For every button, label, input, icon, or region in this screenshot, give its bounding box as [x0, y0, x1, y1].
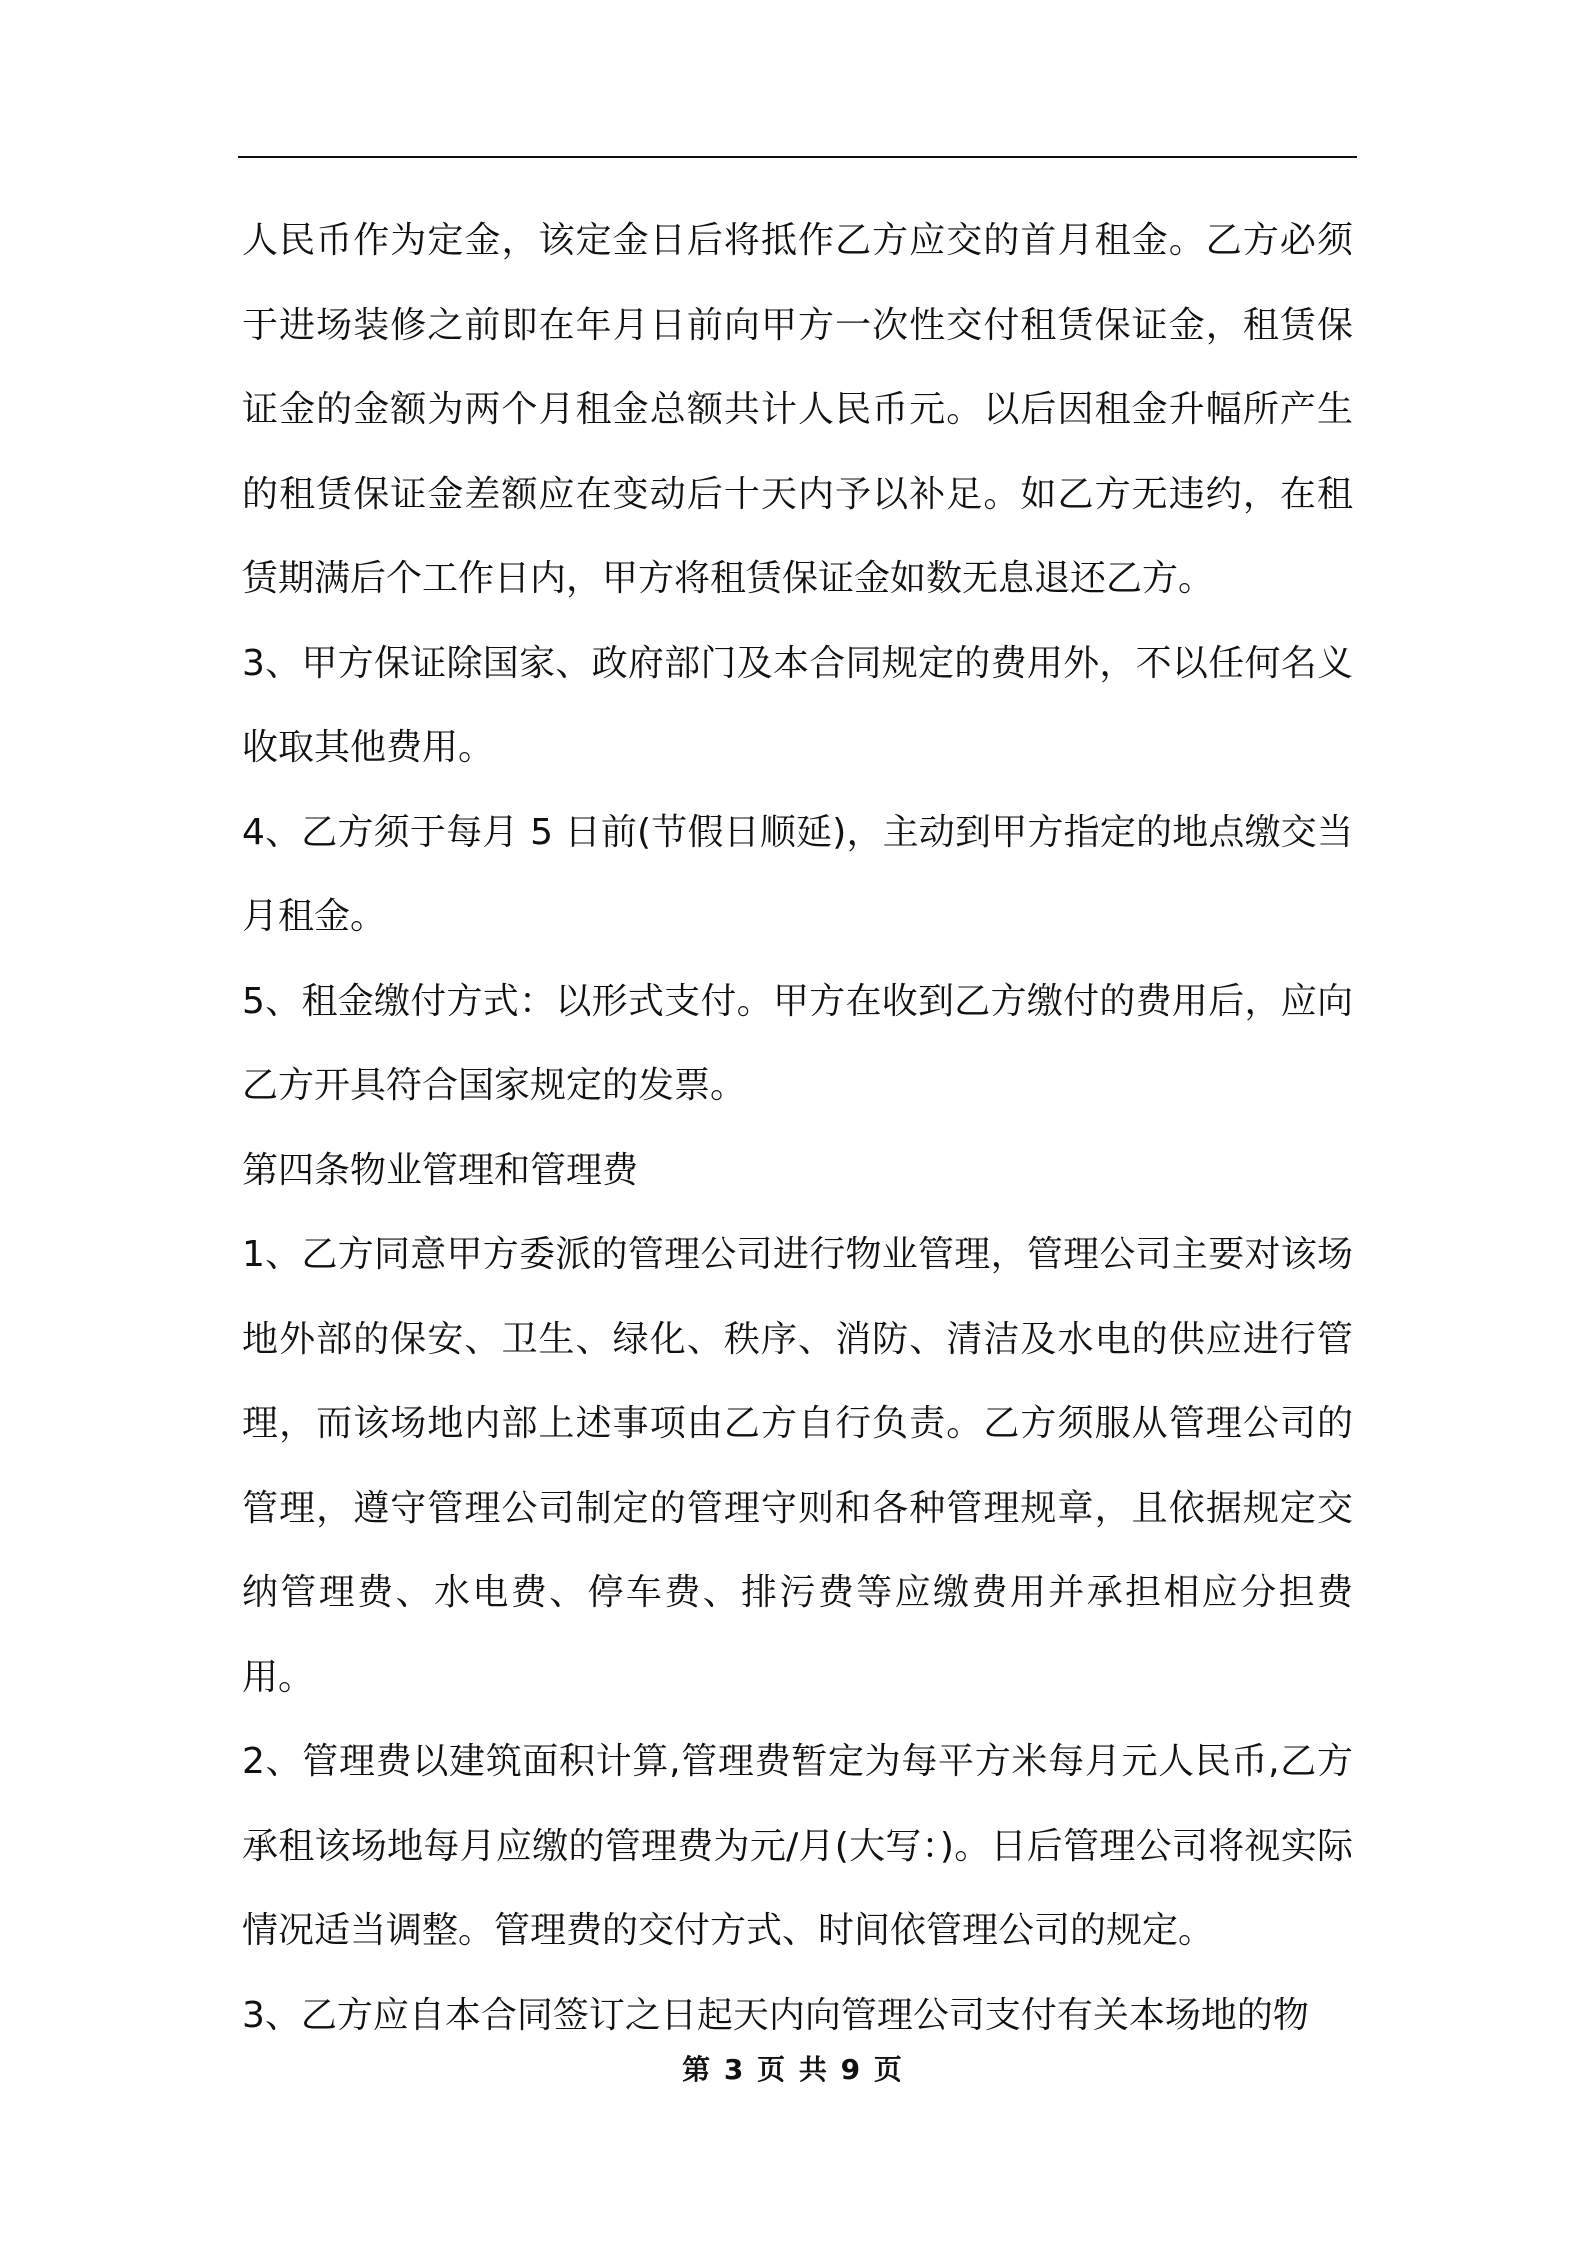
paragraph-management-2: 2、管理费以建筑面积计算,管理费暂定为每平方米每月元人民币,乙方承租该场地每月应缴的管理费为元/月(大写：)。日后管理公司将视实际情况适当调整。管理费的交付方式、时间依管理公司的规定。: [242, 1741, 1353, 1951]
header-rule: [238, 156, 1357, 158]
paragraph-clause-3: 3、甲方保证除国家、政府部门及本合同规定的费用外，不以任何名义收取其他费用。: [242, 642, 1353, 768]
document-body: [242, 199, 1353, 2058]
page-footer: 第 3 页 共 9 页: [682, 2053, 904, 2086]
paragraph-clause-5: 5、租金缴付方式：以形式支付。甲方在收到乙方缴付的费用后，应向乙方开具符合国家规定的发票。: [242, 980, 1353, 1106]
paragraph-clause-4: 4、乙方须于每月 5 日前(节假日顺延)，主动到甲方指定的地点缴交当月租金。: [242, 811, 1353, 937]
paragraph-management-1: 1、乙方同意甲方委派的管理公司进行物业管理，管理公司主要对该场地外部的保安、卫生、绿化、秩序、消防、清洁及水电的供应进行管理，而该场地内部上述事项由乙方自行负责。乙方须服从管理公司的管理，遵守管理公司制定的管理守则和各种管理规章，且依据规定交纳管理费、水电费、停车费、排污费等应缴费用并承担相应分担费用。: [242, 1234, 1353, 1698]
paragraph-management-3: 3、乙方应自本合同签订之日起天内向管理公司支付有关本场地的物: [242, 1994, 1309, 2036]
section-heading: 第四条物业管理和管理费: [242, 1149, 639, 1191]
paragraph-deposit: 人民币作为定金，该定金日后将抵作乙方应交的首月租金。乙方必须于进场装修之前即在年月日前向甲方一次性交付租赁保证金，租赁保证金的金额为两个月租金总额共计人民币元。以后因租金升幅所产生的租赁保证金差额应在变动后十天内予以补足。如乙方无违约，在租赁期满后个工作日内，甲方将租赁保证金如数无息退还乙方。: [242, 220, 1353, 599]
